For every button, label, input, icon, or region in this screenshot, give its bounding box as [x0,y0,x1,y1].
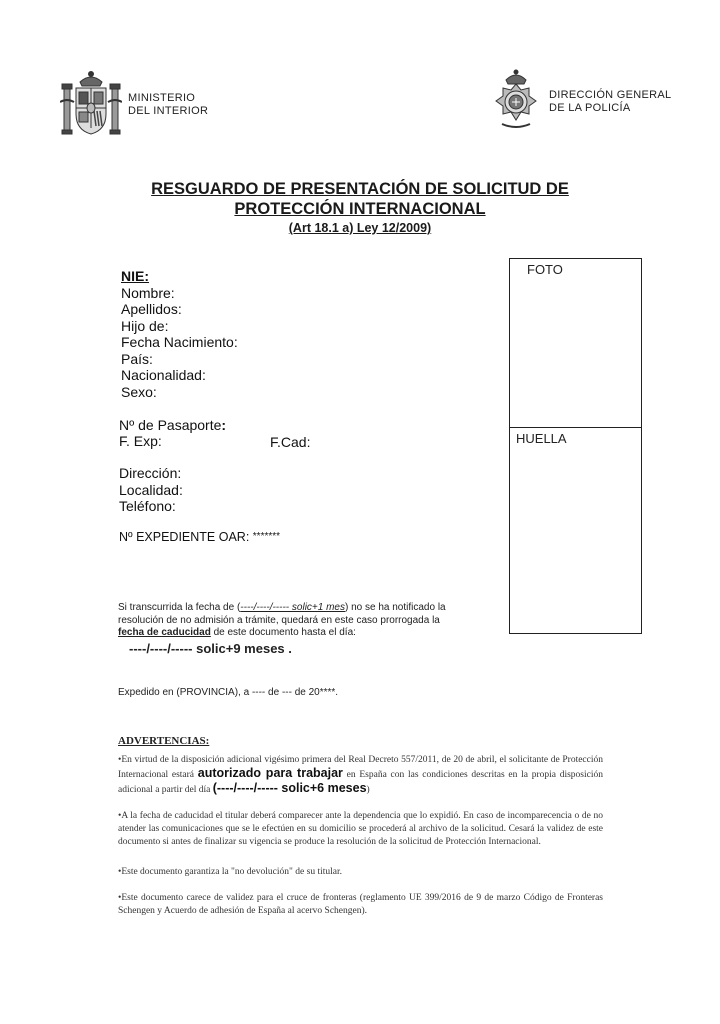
localidad-label: Localidad: [119,481,183,498]
police-line-1: DIRECCIÓN GENERAL [549,89,672,101]
prorroga-date-end: . [284,641,292,656]
adv1-end: ) [366,785,370,795]
advertencia-no-devolucion: •Este documento garantiza la "no devolución" de su titular. [118,867,342,877]
notice-caducidad: fecha de caducidad [118,627,211,638]
ministry-line-1: MINISTERIO [128,92,196,104]
expediente-oar [119,530,280,544]
prorroga-date [129,641,292,656]
notice-line-3: de este documento hasta el día: [210,627,356,638]
police-line-2: DE LA POLICÍA [549,102,631,114]
police-badge-logo [488,68,544,134]
document-title-line-1: RESGUARDO DE PRESENTACIÓN DE SOLICITUD DE [151,180,569,198]
advertencias-heading: ADVERTENCIAS: [118,735,210,747]
pais-label: País: [121,350,153,367]
fecha-expedicion-label: F. Exp: [119,433,162,449]
police-directorate-name [549,89,671,115]
fecha-caducidad-label: F.Cad: [270,434,311,450]
adv1-autorizado: autorizado para trabajar [197,766,343,780]
adv1-part-a: •En virtud de la disposición adicional vigésimo primera del Real Decreto 557/2011, de 20 de abril, el solicitante de Protección Internacional estará [118,755,603,780]
notice-part2: ) no se ha notificado la [344,602,446,613]
nombre-label: Nombre: [121,284,175,301]
telefono-label: Teléfono: [119,498,176,514]
prorroga-date-value: ----/----/----- solic+9 meses [129,641,285,656]
fecha-nacimiento-label: Fecha Nacimiento: [121,334,238,350]
expedido-line: Expedido en (PROVINCIA), a ---- de --- de 20****. [118,687,339,698]
foto-box [509,258,642,428]
nacionalidad-label: Nacionalidad: [121,367,206,383]
advertencia-trabajo [118,754,603,797]
personal-fields [121,268,238,400]
coat-of-arms-logo [60,68,122,140]
advertencia-fronteras: •Este documento carece de validez para el cruce de fronteras (reglamento UE 399/2016 de 9 de marzo Código de Fronteras Schengen y Acuerdo de adhesión de España al acervo Schengen). [118,893,603,916]
prorroga-notice [118,602,506,640]
apellidos-label: Apellidos: [121,301,182,317]
pasaporte-label [119,417,226,434]
ministry-name [128,92,208,118]
pasaporte-text: Nº de Pasaporte [119,417,222,433]
foto-label: FOTO [527,262,563,277]
address-fields [119,465,183,515]
ministry-line-2: DEL INTERIOR [128,105,209,117]
huella-label: HUELLA [516,431,567,446]
direccion-label: Dirección: [119,465,182,481]
notice-line-2: resolución de no admisión a trámite, quedará en este caso prorrogada la [118,614,440,626]
pasaporte-colon: : [221,417,227,433]
adv1-part-b: en España con las condiciones descritas en la propia disposición adicional a partir del día [118,770,604,795]
expediente-value: ******* [252,531,281,542]
expediente-label: Nº EXPEDIENTE OAR: [119,530,250,544]
sexo-label: Sexo: [121,383,157,400]
document-title-law: (Art 18.1 a) Ley 12/2009) [288,221,432,235]
hijo-de-label: Hijo de: [121,317,169,334]
document-title-line-2: PROTECCIÓN INTERNACIONAL [234,200,486,218]
advertencia-caducidad: •A la fecha de caducidad el titular deberá comparecer ante la dependencia que lo expidió. En caso de incomparecencia o de no atender las comunicaciones que se le efectúen en su domicilio se procederá al archivo de la solicitud. Cesará la validez de este documento si antes de finalizar su vigencia se produce la resolución de la solicitud de Protección Internacional. [118,811,603,847]
nie-label: NIE: [121,268,149,284]
notice-date-placeholder: ----/----/----- solic+1 mes [240,602,345,613]
huella-box [509,427,642,634]
adv1-date: (----/----/----- solic+6 meses [212,781,367,795]
notice-part1: Si transcurrida la fecha de ( [118,602,241,613]
